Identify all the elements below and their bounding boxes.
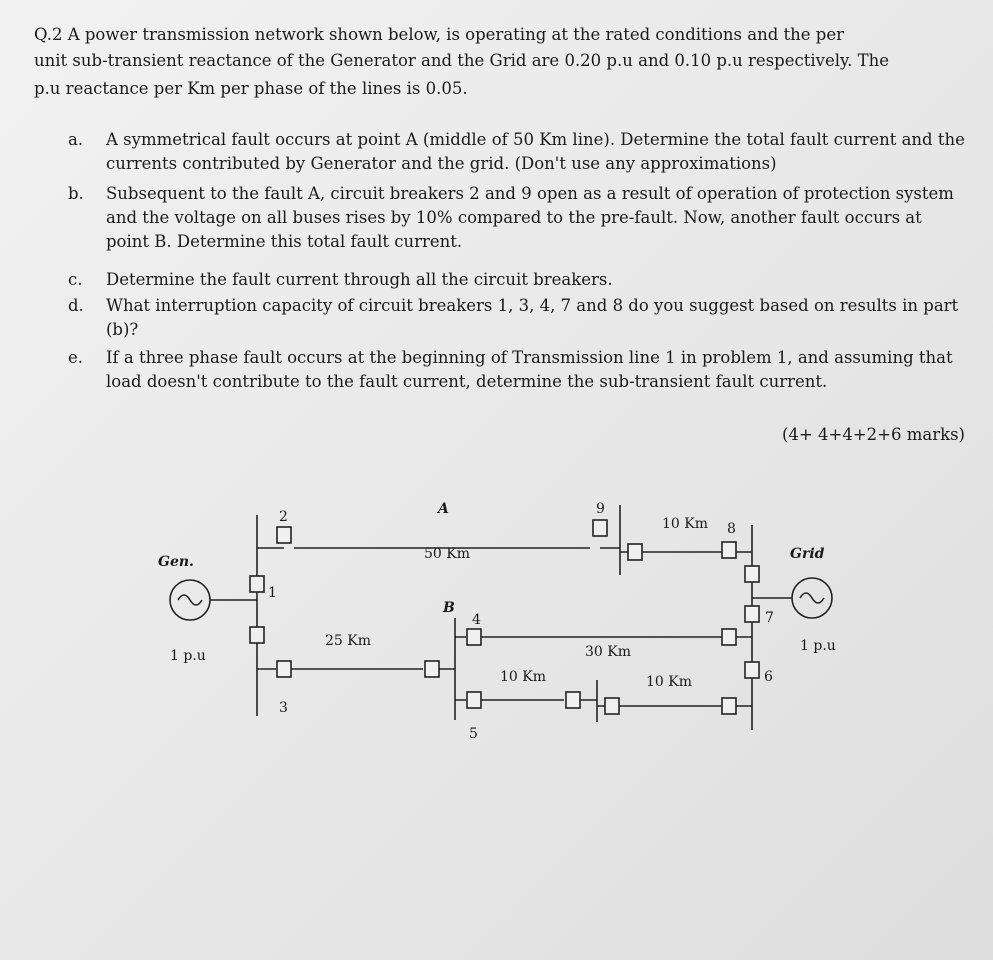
part-letter: e.: [68, 348, 84, 367]
breaker-3-label: 3: [279, 700, 288, 716]
breaker-8: [722, 542, 736, 558]
line-10-left-label: 10 Km: [500, 669, 546, 685]
breaker-6: [745, 662, 759, 678]
question-line-2: unit sub-transient reactance of the Generator and the Grid are 0.20 p.u and 0.10 p.u respectively. The: [34, 51, 890, 70]
part-text: Determine the fault current through all the circuit breakers.: [106, 270, 613, 289]
breaker-mid-right: [605, 698, 619, 714]
line-25-label: 25 Km: [325, 633, 371, 649]
ac-wave-icon: [800, 593, 824, 603]
breaker-6-label: 6: [764, 669, 773, 685]
part-text: If a three phase fault occurs at the beginning of Transmission line 1 in problem 1, and assuming that load doesn't contribute to the fault current, determine the sub-transient fault current.: [106, 348, 953, 391]
question-line-1: Q.2 A power transmission network shown below, is operating at the rated conditions and the per: [34, 25, 844, 44]
grid-label: Grid: [790, 546, 825, 562]
breaker-9: [593, 520, 607, 536]
breaker-5: [467, 692, 481, 708]
marks: (4+ 4+4+2+6 marks): [782, 425, 965, 444]
question-line-3: p.u reactance per Km per phase of the lines is 0.05.: [34, 79, 468, 98]
breaker-1-label: 1: [268, 585, 277, 601]
breaker-5-label: 5: [469, 726, 478, 742]
breaker-2: [277, 527, 291, 543]
line-50-label: 50 Km: [424, 546, 470, 562]
breaker-10km-end: [722, 698, 736, 714]
breaker-grid-upper: [745, 566, 759, 582]
line-10-top-label: 10 Km: [662, 516, 708, 532]
breaker-4-label: 4: [472, 612, 481, 628]
breaker-9b: [628, 544, 642, 560]
breaker-3: [277, 661, 291, 677]
part-text: What interruption capacity of circuit breakers 1, 3, 4, 7 and 8 do you suggest based on results in part (b)?: [106, 296, 959, 339]
part-letter: a.: [68, 130, 84, 149]
breaker-1: [250, 576, 264, 592]
breaker-8-label: 8: [727, 521, 736, 537]
part-text: A symmetrical fault occurs at point A (middle of 50 Km line). Determine the total fault current and the currents contributed by Generator and the grid. (Don't use any approximations): [106, 130, 965, 173]
part-text: Subsequent to the fault A, circuit breakers 2 and 9 open as a result of operation of protection system and the voltage on all buses rises by 10% compared to the pre-fault. Now, another fault occurs at point B. Determine this total fault current.: [106, 184, 954, 251]
breaker-4: [467, 629, 481, 645]
breaker-7-label: 7: [765, 610, 774, 626]
breaker-9-label: 9: [596, 501, 605, 517]
gen-label: Gen.: [158, 554, 194, 570]
breaker-b-left: [425, 661, 439, 677]
line-30-label: 30 Km: [585, 644, 631, 660]
part-letter: c.: [68, 270, 83, 289]
line-10-right-label: 10 Km: [646, 674, 692, 690]
breaker-7: [745, 606, 759, 622]
part-letter: b.: [68, 184, 84, 203]
grid-voltage: 1 p.u: [800, 638, 836, 654]
part-letter: d.: [68, 296, 84, 315]
breaker-gen-lower: [250, 627, 264, 643]
breaker-2-label: 2: [279, 509, 288, 525]
point-b: B: [443, 600, 455, 616]
ac-wave-icon: [178, 595, 202, 605]
point-a: A: [438, 501, 449, 517]
gen-voltage: 1 p.u: [170, 648, 206, 664]
breaker-30km-end: [722, 629, 736, 645]
breaker-mid-left: [566, 692, 580, 708]
